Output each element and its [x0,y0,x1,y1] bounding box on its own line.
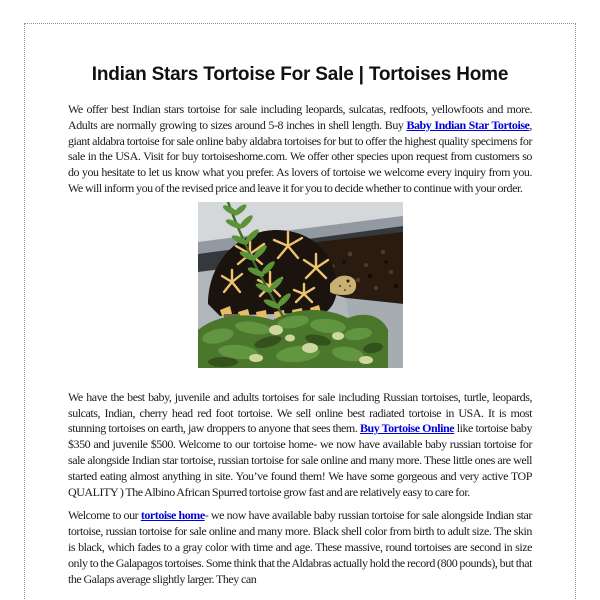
page-border [24,23,576,600]
link-buy-tortoise-online[interactable]: Buy Tortoise Online [359,421,455,436]
tortoise-photo-illustration [198,202,403,368]
paragraph-welcome-text-before: Welcome to our [68,508,141,523]
link-baby-indian-star-tortoise[interactable]: Baby Indian Star Tortoise [406,117,530,132]
page-title: Indian Stars Tortoise For Sale | Tortoises Home [91,64,509,85]
tortoise-photo [198,202,403,368]
paragraph-sale-text-before: We have the best baby, juvenile and adults tortoises for sale including Russian tortoises, turtle, leopards, sulcats, Indian, cherry head red foot tortoise. We sell online best radiated tortoise in USA. It is most stunning tortoises on earth, jaw droppers to anyone that sees them. [68,389,532,436]
paragraph-welcome [68,508,532,587]
paragraph-intro-text-after: , giant aldabra tortoise for sale online baby aldabra tortoises for but to offer the highest quality specimens for sale in the USA. Visit for buy tortoiseshome.com. We offer other species upon request from customers so do you hesitate to let us know what you prefer. As lovers of tortoise we welcome every inquiry from you. We will inform you of the revised price and leave it for you to decide whether to continue with your order. [68,117,532,195]
paragraph-intro-text-before: We offer best Indian stars tortoise for sale including leopards, sulcatas, redfoots, yellowfoots and more. Adults are normally growing to sizes around 5-8 inches in shell length. Buy [68,102,532,132]
paragraph-sale-text-after: like tortoise baby $350 and juvenile $500. Welcome to our tortoise home- we now have available baby russian tortoise for sale alongside Indian star tortoise, russian tortoise for sale online and many more. These little ones are well started eating almost anything in site. You’ve found them! We have some gorgeous and very active TOP QUALITY ) The Albino African Spurred tortoise grow fast and are relatively easy to care for. [68,421,532,499]
paragraph-welcome-text-after: - we now have available baby russian tortoise for sale alongside Indian star tortoise, russian tortoise for sale online and many more. Black shell color from birth to adult size. The skin is black, which fades to a gray color with time and age. These massive, round tortoises are second in size only to the Galapagos tortoises. Some think that the Aldabras actually hold the record (800 pounds), but that the Galaps average slightly larger. They can [68,508,532,586]
paragraph-sale-info [68,390,532,501]
link-tortoise-home[interactable]: tortoise home [140,508,205,523]
paragraph-intro [68,102,532,197]
